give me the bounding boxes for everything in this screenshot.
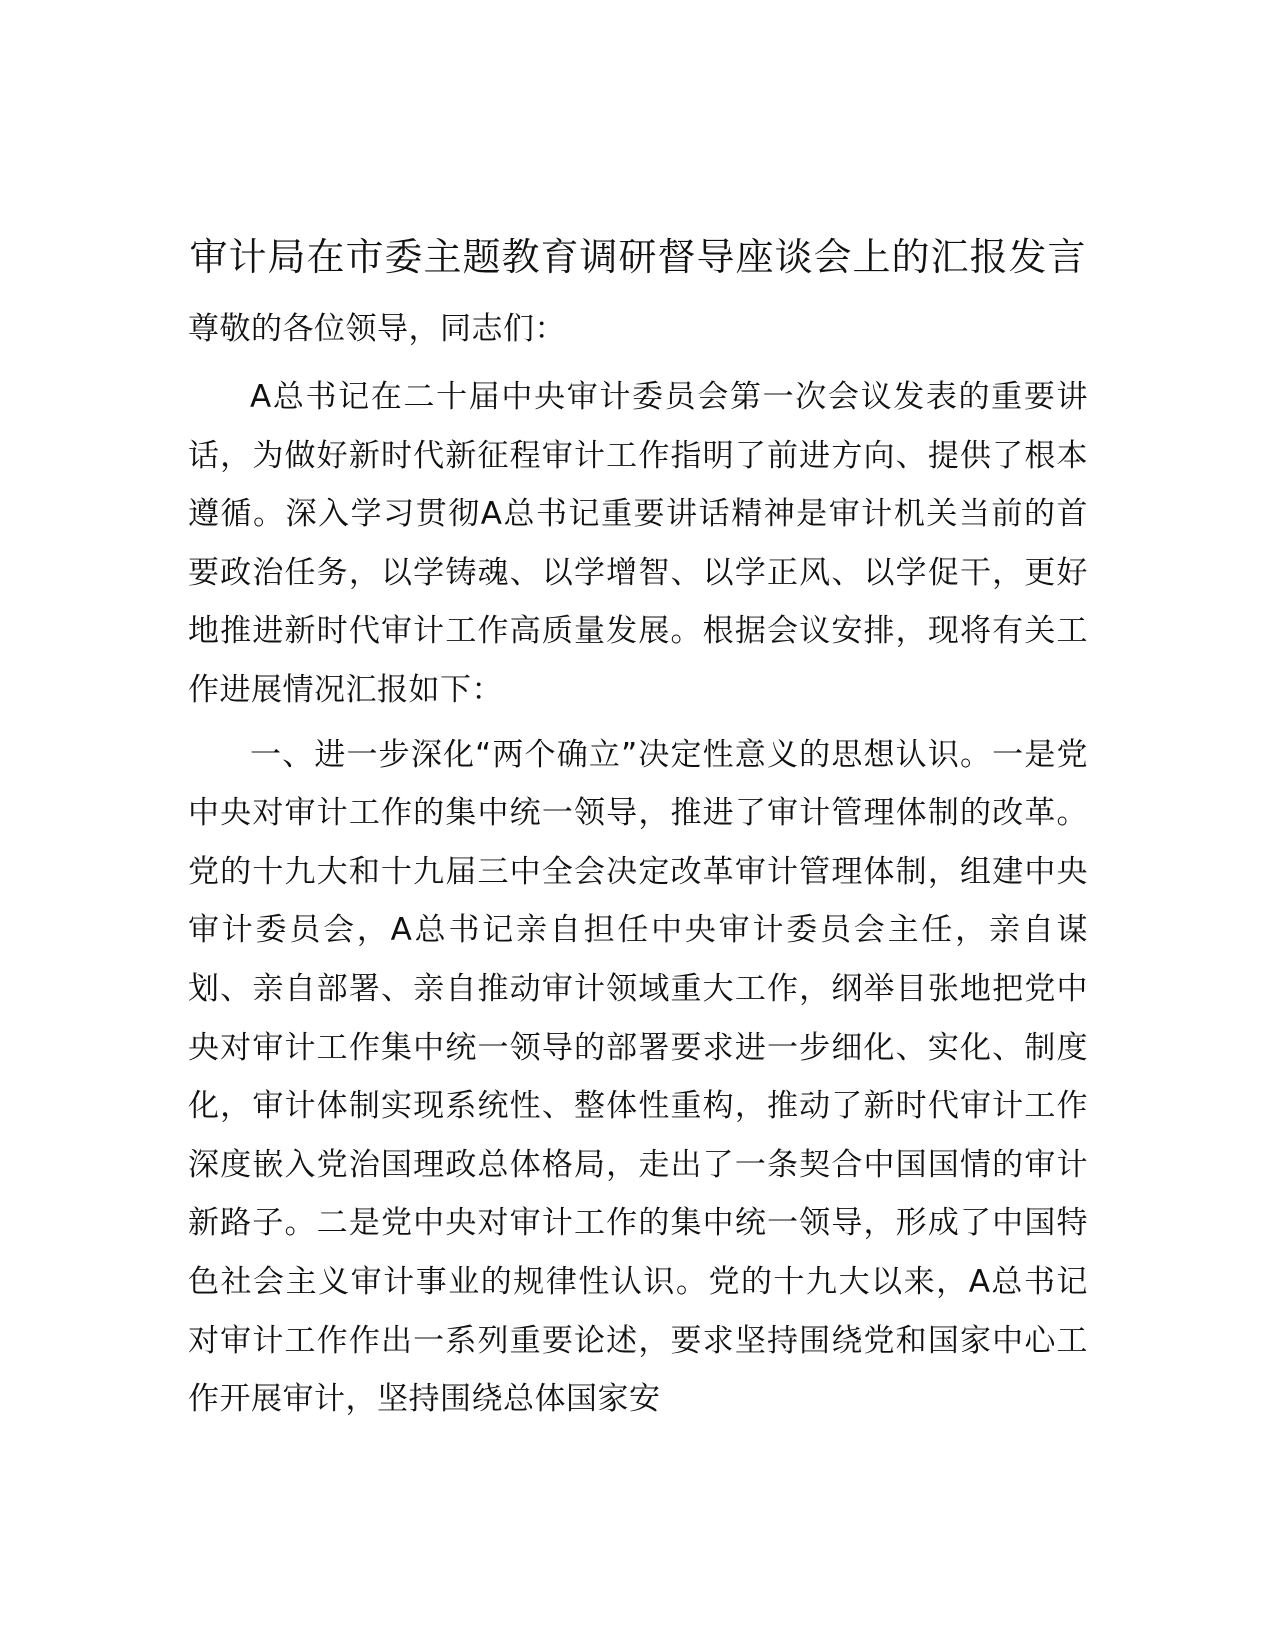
- salutation: 尊敬的各位领导，同志们：: [188, 311, 566, 347]
- document-title: 审计局在市委主题教育调研督导座谈会上的汇报发言: [189, 235, 1087, 279]
- paragraph-section-one: 一、进一步深化“两个确立”决定性意义的思想认识。一是党中央对审计工作的集中统一领导，推进了审计管理体制的改革。党的十九大和十九届三中全会决定改革审计管理体制，组建中央审计委员会，A总书记亲自担任中央审计委员会主任，亲自谋划、亲自部署、亲自推动审计领域重大工作，纲举目张地把党中央对审计工作集中统一领导的部署要求进一步细化、实化、制度化，审计体制实现系统性、整体性重构，推动了新时代审计工作深度嵌入党治国理政总体格局，走出了一条契合中国国情的审计新路子。二是党中央对审计工作的集中统一领导，形成了中国特色社会主义审计事业的规律性认识。党的十九大以来，A总书记对审计工作作出一系列重要论述，要求坚持围绕党和国家中心工作开展审计，坚持围绕总体国家安: [188, 736, 1088, 1418]
- document-body: [188, 228, 1088, 1435]
- paragraph-intro: A总书记在二十届中央审计委员会第一次会议发表的重要讲话，为做好新时代新征程审计工作指明了前进方向、提供了根本遵循。深入学习贯彻A总书记重要讲话精神是审计机关当前的首要政治任务，以学铸魂、以学增智、以学正风、以学促干，更好地推进新时代审计工作高质量发展。根据会议安排，现将有关工作进展情况汇报如下：: [188, 379, 1088, 708]
